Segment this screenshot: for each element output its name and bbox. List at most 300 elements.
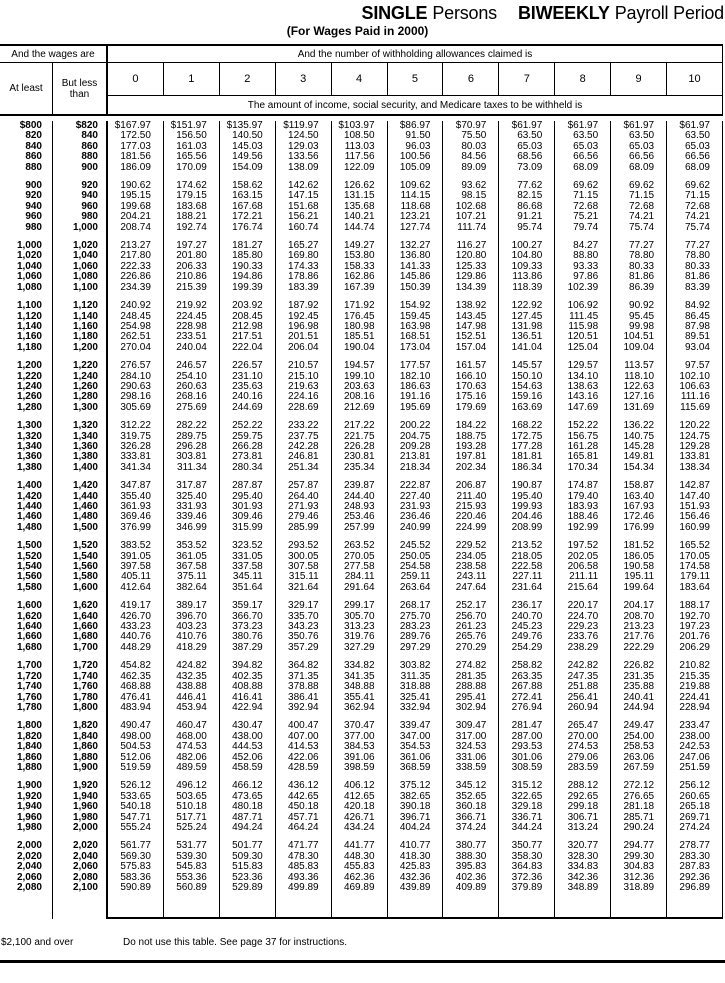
wage-at-least-cell: 1,080 [0, 283, 53, 293]
tax-amount-cell: 239.87 [332, 473, 388, 491]
tax-amount-cell: 115.69 [667, 403, 723, 413]
tax-amount-cell: 82.15 [499, 191, 555, 201]
title-single: SINGLE [361, 3, 428, 23]
tax-amount-cell: 131.69 [611, 403, 667, 413]
wage-but-less-cell: 840 [53, 131, 108, 141]
tax-amount-cell: 217.51 [220, 332, 276, 342]
wage-but-less-cell: 1,920 [53, 773, 108, 791]
tax-amount-cell: 84.56 [443, 152, 499, 162]
tax-amount-cell: 326.28 [108, 442, 164, 452]
tax-amount-cell: 376.99 [108, 523, 164, 533]
tax-amount-cell: 191.16 [388, 392, 444, 402]
tax-amount-cell: 324.53 [443, 742, 499, 752]
tax-amount-cell: $135.97 [220, 121, 276, 131]
tax-amount-cell: 86.45 [667, 312, 723, 322]
tax-amount-cell: 331.06 [443, 753, 499, 763]
tax-amount-cell: 116.27 [443, 233, 499, 251]
tax-amount-cell: 414.53 [276, 742, 332, 752]
tax-amount-cell: 512.06 [108, 753, 164, 763]
tax-amount-cell: 95.74 [499, 223, 555, 233]
tax-amount-cell: 279.46 [276, 512, 332, 522]
tax-amount-cell: 299.30 [611, 852, 667, 862]
tax-amount-cell: 66.56 [611, 152, 667, 162]
tax-amount-cell: 292.65 [555, 792, 611, 802]
tax-amount-cell: 219.88 [667, 682, 723, 692]
tax-amount-cell: 329.17 [276, 593, 332, 611]
tax-amount-cell: 134.10 [555, 372, 611, 382]
tax-amount-cell: 71.15 [667, 191, 723, 201]
tax-amount-cell: 406.12 [332, 773, 388, 791]
tax-amount-cell: 68.09 [667, 163, 723, 173]
tax-amount-cell: 313.24 [555, 823, 611, 833]
tax-amount-cell: $61.97 [611, 121, 667, 131]
tax-amount-cell: 165.27 [276, 233, 332, 251]
tax-amount-cell: 242.82 [555, 653, 611, 671]
tax-amount-cell: 303.82 [388, 653, 444, 671]
tax-amount-cell: 162.86 [332, 272, 388, 282]
tax-amount-cell: 284.11 [332, 572, 388, 582]
tax-amount-cell: 136.80 [388, 251, 444, 261]
wage-but-less-cell: 1,860 [53, 742, 108, 752]
tax-amount-cell: 179.69 [443, 403, 499, 413]
tax-amount-cell: 238.58 [443, 562, 499, 572]
tax-amount-cell: 220.46 [443, 512, 499, 522]
tax-amount-cell: 117.56 [332, 152, 388, 162]
tax-amount-cell: 219.92 [164, 293, 220, 311]
tax-amount-cell: 319.75 [108, 432, 164, 442]
tax-amount-cell: 248.93 [332, 502, 388, 512]
tax-amount-cell: 462.36 [332, 873, 388, 883]
wage-at-least-cell: 1,320 [0, 432, 53, 442]
tax-amount-cell: 188.46 [555, 512, 611, 522]
tax-amount-cell: 201.51 [276, 332, 332, 342]
tax-amount-cell: 227.40 [388, 492, 444, 502]
tax-amount-cell: 338.59 [443, 763, 499, 773]
tax-amount-cell: 78.80 [667, 251, 723, 261]
tax-amount-cell: 211.11 [555, 572, 611, 582]
wage-but-less-cell: 1,000 [53, 223, 108, 233]
tax-amount-cell: 240.70 [499, 612, 555, 622]
tax-amount-cell: 122.63 [611, 382, 667, 392]
tax-amount-cell: 213.23 [611, 622, 667, 632]
tax-amount-cell: 303.81 [164, 452, 220, 462]
tax-amount-cell: 124.75 [667, 432, 723, 442]
tax-amount-cell: 284.10 [108, 372, 164, 382]
tax-amount-cell: 163.69 [499, 403, 555, 413]
tax-amount-cell: 553.36 [164, 873, 220, 883]
tax-amount-cell: 143.45 [443, 312, 499, 322]
tax-amount-cell: 208.16 [332, 392, 388, 402]
tax-amount-cell: 377.00 [332, 732, 388, 742]
table-bottom-spacer [611, 893, 667, 919]
tax-amount-cell: 75.74 [667, 223, 723, 233]
tax-amount-cell: 561.77 [108, 833, 164, 851]
tax-amount-cell: 224.45 [164, 312, 220, 322]
wage-at-least-cell: 1,300 [0, 413, 53, 431]
tax-amount-cell: 333.81 [108, 452, 164, 462]
tax-amount-cell: 98.15 [443, 191, 499, 201]
tax-amount-cell: $151.97 [164, 121, 220, 131]
wage-but-less-cell: 1,480 [53, 512, 108, 522]
tax-amount-cell: 210.57 [276, 353, 332, 371]
tax-amount-cell: 347.87 [108, 473, 164, 491]
tax-amount-cell: 68.09 [611, 163, 667, 173]
tax-amount-cell: 281.47 [499, 713, 555, 731]
allowance-col-header: 4 [332, 63, 388, 95]
tax-amount-cell: 185.80 [220, 251, 276, 261]
tax-amount-cell: 325.41 [388, 693, 444, 703]
tax-amount-cell: 490.47 [108, 713, 164, 731]
wage-but-less-cell: 1,140 [53, 312, 108, 322]
tax-amount-cell: 172.50 [108, 131, 164, 141]
tax-amount-cell: 339.47 [388, 713, 444, 731]
tax-amount-cell: 126.62 [332, 173, 388, 191]
tax-amount-cell: 167.93 [611, 502, 667, 512]
tax-amount-cell: 138.63 [555, 382, 611, 392]
tax-amount-cell: 387.29 [220, 643, 276, 653]
tax-amount-cell: 292.36 [667, 873, 723, 883]
tax-amount-cell: 212.98 [220, 322, 276, 332]
tax-amount-cell: 142.87 [667, 473, 723, 491]
tax-amount-cell: 515.83 [220, 862, 276, 872]
tax-amount-cell: 215.10 [276, 372, 332, 382]
tax-amount-cell: 140.75 [611, 432, 667, 442]
tax-amount-cell: 175.16 [443, 392, 499, 402]
tax-amount-cell: 159.45 [388, 312, 444, 322]
tax-amount-cell: 100.27 [499, 233, 555, 251]
tax-amount-cell: 199.10 [332, 372, 388, 382]
tax-amount-cell: 166.10 [443, 372, 499, 382]
tax-amount-cell: 307.58 [276, 562, 332, 572]
tax-amount-cell: 390.18 [388, 802, 444, 812]
wage-at-least-cell: 1,940 [0, 802, 53, 812]
tax-amount-cell: 268.17 [388, 593, 444, 611]
tax-amount-cell: 136.22 [611, 413, 667, 431]
tax-amount-cell: 237.75 [276, 432, 332, 442]
tax-amount-cell: 366.71 [443, 813, 499, 823]
tax-amount-cell: 229.23 [555, 622, 611, 632]
tax-amount-cell: 217.22 [332, 413, 388, 431]
tax-amount-cell: 63.50 [499, 131, 555, 141]
tax-amount-cell: 69.62 [555, 173, 611, 191]
tax-amount-cell: 80.33 [667, 262, 723, 272]
tax-amount-cell: 228.94 [667, 703, 723, 713]
tax-amount-cell: 242.53 [667, 742, 723, 752]
wage-at-least-cell: 1,720 [0, 672, 53, 682]
tax-amount-cell: 206.33 [164, 262, 220, 272]
tax-amount-cell: 224.16 [276, 392, 332, 402]
tax-amount-cell: 181.81 [499, 452, 555, 462]
tax-amount-cell: 258.82 [499, 653, 555, 671]
tax-amount-cell: 297.29 [388, 643, 444, 653]
tax-amount-cell: $61.97 [667, 121, 723, 131]
tax-amount-cell: 301.06 [499, 753, 555, 763]
wage-at-least-cell: 2,060 [0, 873, 53, 883]
tax-amount-cell: 274.24 [667, 823, 723, 833]
wage-at-least-cell: 2,080 [0, 883, 53, 893]
tax-amount-cell: 441.77 [332, 833, 388, 851]
tax-amount-cell: 438.88 [164, 682, 220, 692]
tax-amount-cell: 231.10 [220, 372, 276, 382]
tax-amount-cell: 412.64 [108, 583, 164, 593]
tax-amount-cell: 145.57 [499, 353, 555, 371]
tax-amount-cell: 501.77 [220, 833, 276, 851]
tax-amount-cell: 369.46 [108, 512, 164, 522]
tax-amount-cell: 140.50 [220, 131, 276, 141]
tax-amount-cell: 226.57 [220, 353, 276, 371]
tax-amount-cell: 192.45 [276, 312, 332, 322]
tax-amount-cell: 113.03 [332, 142, 388, 152]
tax-amount-cell: 517.71 [164, 813, 220, 823]
tax-amount-cell: 86.68 [499, 202, 555, 212]
tax-amount-cell: 496.12 [164, 773, 220, 791]
tax-amount-cell: 300.05 [276, 552, 332, 562]
wage-at-least-cell: 1,180 [0, 343, 53, 353]
tax-amount-cell: 281.18 [611, 802, 667, 812]
tax-amount-cell: 355.40 [108, 492, 164, 502]
wage-but-less-cell: 1,680 [53, 632, 108, 642]
tax-amount-cell: 289.76 [388, 632, 444, 642]
tax-amount-cell: 217.76 [611, 632, 667, 642]
tax-amount-cell: 227.11 [499, 572, 555, 582]
tax-amount-cell: 317.87 [164, 473, 220, 491]
tax-amount-cell: 174.33 [276, 262, 332, 272]
wage-at-least-cell: 920 [0, 191, 53, 201]
wage-but-less-cell: 1,160 [53, 322, 108, 332]
tax-amount-cell: 192.99 [555, 523, 611, 533]
tax-amount-cell: 291.64 [332, 583, 388, 593]
wage-at-least-cell: 1,140 [0, 322, 53, 332]
tax-amount-cell: 202.34 [443, 463, 499, 473]
tax-amount-cell: 152.51 [443, 332, 499, 342]
wage-but-less-cell: 1,740 [53, 672, 108, 682]
tax-amount-cell: 287.83 [667, 862, 723, 872]
allowance-col-header: 6 [443, 63, 499, 95]
tax-amount-cell: 322.65 [499, 792, 555, 802]
tax-amount-cell: 118.10 [611, 372, 667, 382]
wage-but-less-cell: 1,580 [53, 572, 108, 582]
tax-amount-cell: 138.34 [667, 463, 723, 473]
tax-amount-cell: $119.97 [276, 121, 332, 131]
wage-but-less-cell: 1,880 [53, 753, 108, 763]
tax-amount-cell: 402.36 [443, 873, 499, 883]
tax-amount-cell: 134.39 [443, 283, 499, 293]
tax-amount-cell: 523.36 [220, 873, 276, 883]
wage-but-less-cell: 1,340 [53, 432, 108, 442]
tax-amount-cell: 99.98 [611, 322, 667, 332]
tax-amount-cell: 312.22 [108, 413, 164, 431]
tax-amount-cell: 185.51 [332, 332, 388, 342]
tax-amount-cell: 69.62 [611, 173, 667, 191]
tax-amount-cell: 129.28 [667, 442, 723, 452]
wage-at-least-cell: 1,700 [0, 653, 53, 671]
tax-amount-cell: 409.89 [443, 883, 499, 893]
tax-amount-cell: 248.45 [108, 312, 164, 322]
tax-amount-cell: 183.93 [555, 502, 611, 512]
tax-amount-cell: 212.69 [332, 403, 388, 413]
tax-amount-cell: 129.86 [443, 272, 499, 282]
tax-amount-cell: 545.83 [164, 862, 220, 872]
wage-at-least-cell: 940 [0, 202, 53, 212]
wage-at-least-cell: 1,460 [0, 512, 53, 522]
wage-at-least-cell: 880 [0, 163, 53, 173]
tax-amount-cell: 233.76 [555, 632, 611, 642]
tax-amount-cell: 152.22 [555, 413, 611, 431]
tax-amount-cell: 274.82 [443, 653, 499, 671]
tax-amount-cell: 540.18 [108, 802, 164, 812]
tax-amount-cell: $86.97 [388, 121, 444, 131]
tax-amount-cell: 165.81 [555, 452, 611, 462]
tax-amount-cell: 72.68 [611, 202, 667, 212]
tax-amount-cell: 434.24 [332, 823, 388, 833]
tax-amount-cell: 471.77 [276, 833, 332, 851]
tax-amount-cell: 476.41 [108, 693, 164, 703]
tax-amount-cell: 192.70 [667, 612, 723, 622]
tax-amount-cell: 364.83 [499, 862, 555, 872]
tax-amount-cell: 66.56 [555, 152, 611, 162]
wage-at-least-cell: 1,040 [0, 262, 53, 272]
allowance-col-header: 0 [108, 63, 164, 95]
tax-amount-cell: 355.41 [332, 693, 388, 703]
table-bottom-spacer [555, 893, 611, 919]
over-range-label: $2,100 and over [1, 937, 74, 948]
wage-but-less-cell: 1,780 [53, 693, 108, 703]
tax-amount-cell: 312.36 [611, 873, 667, 883]
tax-amount-cell: 118.68 [388, 202, 444, 212]
wage-but-less-cell: 1,660 [53, 622, 108, 632]
tax-amount-cell: 169.80 [276, 251, 332, 261]
allowance-col-header: 8 [555, 63, 611, 95]
wage-but-less-cell: 900 [53, 163, 108, 173]
tax-amount-cell: 65.03 [611, 142, 667, 152]
wage-but-less-cell: 1,100 [53, 283, 108, 293]
tax-amount-cell: 199.64 [611, 583, 667, 593]
tax-amount-cell: 392.94 [276, 703, 332, 713]
tax-amount-cell: 196.98 [276, 322, 332, 332]
tax-amount-cell: 190.87 [499, 473, 555, 491]
tax-amount-cell: 174.87 [555, 473, 611, 491]
table-bottom-spacer [443, 893, 499, 919]
tax-amount-cell: 75.50 [443, 131, 499, 141]
wage-at-least-cell: 1,900 [0, 773, 53, 791]
tax-amount-cell: 154.34 [611, 463, 667, 473]
tax-amount-cell: 236.46 [388, 512, 444, 522]
tax-amount-cell: 157.04 [443, 343, 499, 353]
allowances-claimed-header: And the number of withholding allowances claimed is [108, 46, 723, 62]
tax-amount-cell: 318.88 [388, 682, 444, 692]
tax-amount-cell: 283.59 [555, 763, 611, 773]
tax-amount-cell: 206.29 [667, 643, 723, 653]
tax-amount-cell: 418.30 [388, 852, 444, 862]
amount-withheld-note: The amount of income, social security, and Medicare taxes to be withheld is [108, 96, 723, 116]
tax-amount-cell: 80.03 [443, 142, 499, 152]
tax-amount-cell: 448.30 [332, 852, 388, 862]
tax-amount-cell: 252.17 [443, 593, 499, 611]
tax-amount-cell: 480.18 [220, 802, 276, 812]
tax-amount-cell: 260.94 [555, 703, 611, 713]
tax-amount-cell: 113.86 [499, 272, 555, 282]
tax-amount-cell: 266.28 [220, 442, 276, 452]
tax-amount-cell: 281.35 [443, 672, 499, 682]
tax-amount-cell: 247.35 [555, 672, 611, 682]
tax-amount-cell: 131.15 [332, 191, 388, 201]
tax-amount-cell: 364.82 [276, 653, 332, 671]
tax-amount-cell: 352.65 [443, 792, 499, 802]
tax-amount-cell: 267.88 [499, 682, 555, 692]
tax-amount-cell: 261.23 [443, 622, 499, 632]
tax-amount-cell: 383.52 [108, 533, 164, 551]
wage-but-less-cell: 1,840 [53, 732, 108, 742]
tax-amount-cell: 234.05 [443, 552, 499, 562]
wage-but-less-cell: 920 [53, 173, 108, 191]
wage-at-least-cell: 960 [0, 212, 53, 222]
tax-amount-cell: 372.36 [499, 873, 555, 883]
tax-amount-cell: 560.89 [164, 883, 220, 893]
tax-amount-cell: 140.21 [332, 212, 388, 222]
tax-amount-cell: 343.23 [276, 622, 332, 632]
tax-amount-cell: 494.24 [220, 823, 276, 833]
tax-amount-cell: 334.82 [332, 653, 388, 671]
tax-amount-cell: 109.33 [499, 262, 555, 272]
tax-amount-cell: 197.23 [667, 622, 723, 632]
tax-amount-cell: 181.56 [108, 152, 164, 162]
tax-amount-cell: 263.52 [332, 533, 388, 551]
tax-amount-cell: 336.71 [499, 813, 555, 823]
tax-amount-cell: 149.81 [611, 452, 667, 462]
tax-amount-cell: 422.94 [220, 703, 276, 713]
tax-amount-cell: 170.34 [555, 463, 611, 473]
tax-amount-cell: 71.15 [555, 191, 611, 201]
tax-amount-cell: 91.50 [388, 131, 444, 141]
wages-are-header: And the wages are [0, 46, 108, 62]
wage-at-least-cell: 1,780 [0, 703, 53, 713]
tax-amount-cell: 168.22 [499, 413, 555, 431]
tax-amount-cell: 271.93 [276, 502, 332, 512]
tax-amount-cell: 277.58 [332, 562, 388, 572]
tax-amount-cell: 380.76 [220, 632, 276, 642]
tax-amount-cell: 131.98 [499, 322, 555, 332]
tax-amount-cell: 163.98 [388, 322, 444, 332]
tax-amount-cell: 222.29 [611, 643, 667, 653]
tax-amount-cell: 186.05 [611, 552, 667, 562]
tax-amount-cell: 195.40 [499, 492, 555, 502]
wage-but-less-cell: 1,560 [53, 562, 108, 572]
tax-amount-cell: 267.59 [611, 763, 667, 773]
wage-but-less-cell: 1,260 [53, 382, 108, 392]
tax-amount-cell: 170.05 [667, 552, 723, 562]
tax-amount-cell: 222.87 [388, 473, 444, 491]
tax-amount-cell: 135.68 [332, 202, 388, 212]
wage-but-less-cell: 1,960 [53, 802, 108, 812]
tax-amount-cell: 65.03 [667, 142, 723, 152]
tax-amount-cell: 183.64 [667, 583, 723, 593]
tax-amount-cell: 350.76 [276, 632, 332, 642]
tax-amount-cell: 468.88 [108, 682, 164, 692]
tax-amount-cell: 229.52 [443, 533, 499, 551]
allowance-col-header: 1 [164, 63, 220, 95]
tax-amount-cell: 509.30 [220, 852, 276, 862]
tax-amount-cell: 345.12 [443, 773, 499, 791]
tax-amount-cell: 228.98 [164, 322, 220, 332]
wage-at-least-cell: 860 [0, 152, 53, 162]
tax-amount-cell: 288.88 [443, 682, 499, 692]
wage-at-least-cell: 1,640 [0, 622, 53, 632]
table-body [0, 116, 723, 919]
tax-amount-cell: 199.39 [220, 283, 276, 293]
tax-amount-cell: 440.76 [108, 632, 164, 642]
tax-amount-cell: 193.28 [443, 442, 499, 452]
table-bottom-spacer [53, 893, 108, 919]
